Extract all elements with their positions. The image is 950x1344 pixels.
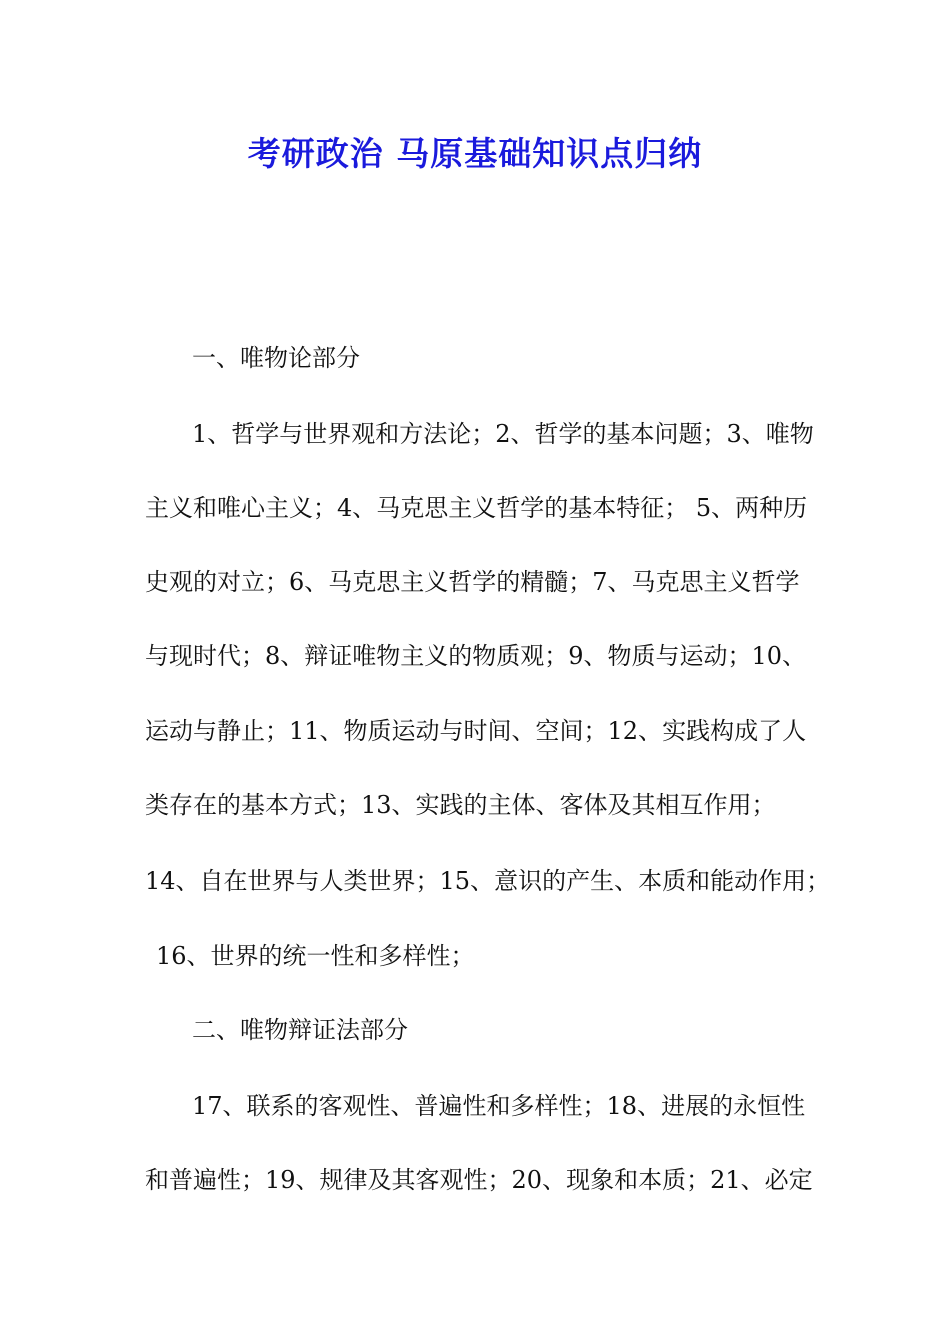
paragraph-line: 史观的对立；6、马克思主义哲学的精髓；7、马克思主义哲学 [145, 568, 800, 596]
paragraph-line: 16、世界的统一性和多样性； [156, 942, 475, 970]
section-heading-1: 一、唯物论部分 [192, 344, 360, 372]
paragraph-line: 主义和唯心主义；4、马克思主义哲学的基本特征； 5、两种历 [145, 494, 808, 522]
paragraph-line: 17、联系的客观性、普遍性和多样性；18、进展的永恒性 [192, 1092, 806, 1120]
section-heading-2: 二、唯物辩证法部分 [192, 1016, 408, 1044]
paragraph-line: 和普遍性；19、规律及其客观性；20、现象和本质；21、必定 [145, 1166, 813, 1194]
paragraph-line: 与现时代；8、辩证唯物主义的物质观；9、物质与运动；10、 [145, 642, 807, 670]
paragraph-line: 运动与静止；11、物质运动与时间、空间；12、实践构成了人 [145, 717, 807, 745]
paragraph-line: 14、自在世界与人类世界；15、意识的产生、本质和能动作用； [145, 867, 831, 895]
paragraph-line: 类存在的基本方式；13、实践的主体、客体及其相互作用； [145, 791, 776, 819]
paragraph-line: 1、哲学与世界观和方法论；2、哲学的基本问题；3、唯物 [192, 420, 814, 448]
document-title: 考研政治 马原基础知识点归纳 [247, 134, 703, 173]
